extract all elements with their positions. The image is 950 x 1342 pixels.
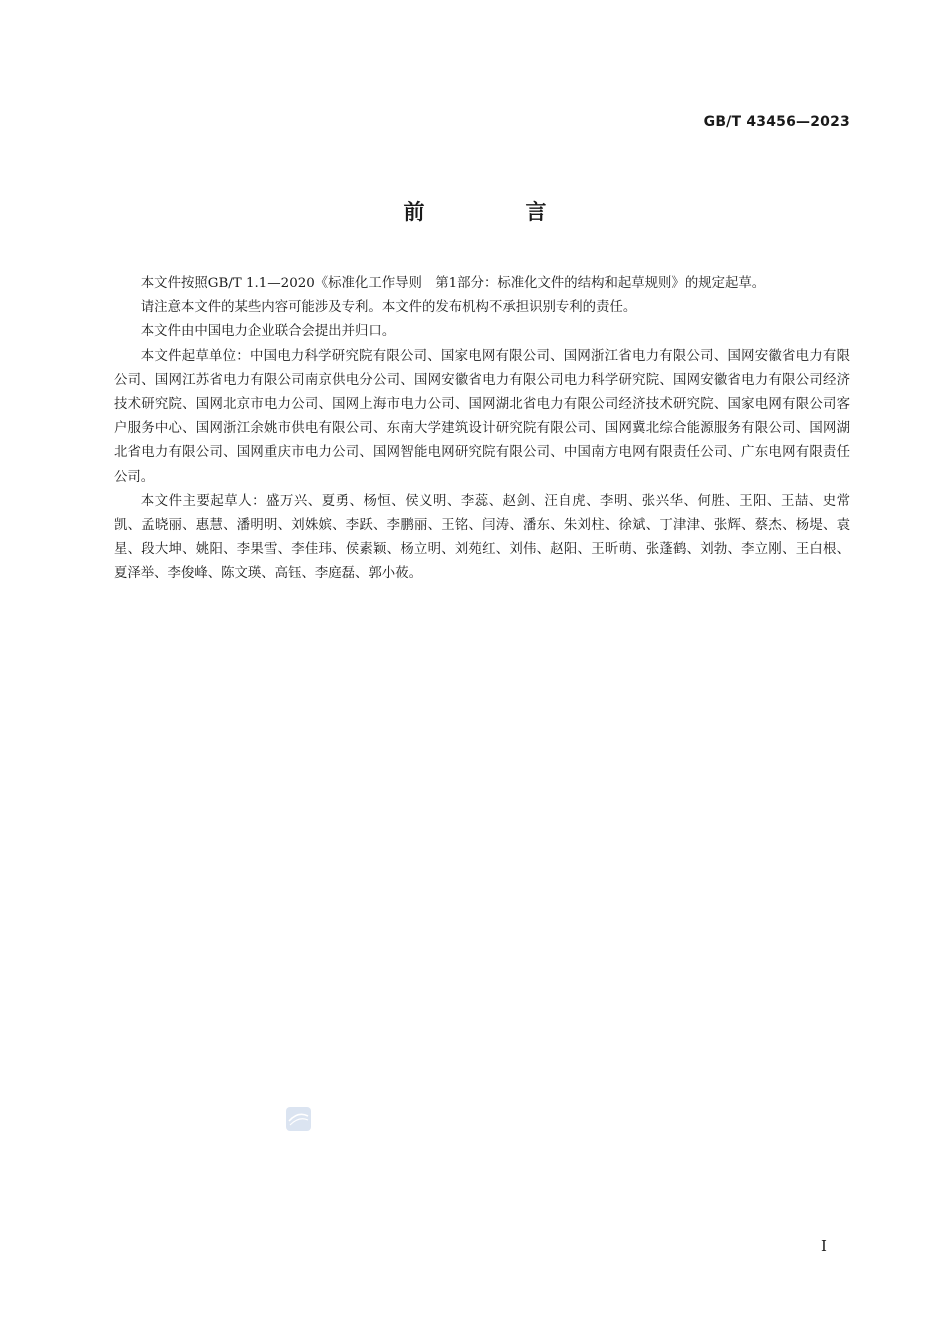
sac-watermark-logo <box>286 1107 311 1131</box>
page-title: 前 言 <box>403 200 587 224</box>
page-number: I <box>821 1237 827 1255</box>
paragraph-drafting-rules: 本文件按照GB/T 1.1—2020《标准化工作导则 第1部分：标准化文件的结构和起草规则》的规定起草。 <box>140 276 766 291</box>
paragraph-drafting-organizations: 本文件起草单位：中国电力科学研究院有限公司、国家电网有限公司、国网浙江省电力有限公司、国网安徽省电力有限公司、国网江苏省电力有限公司南京供电分公司、国网安徽省电力有限公司电力科学研究院、国网安徽省电力有限公司经济技术研究院、国网北京市电力公司、国网上海市电力公司、国网湖北省电力有限公司经济技术研究院、国家电网有限公司客户服务中心、国网浙江余姚市供电有限公司、东南大学建筑设计研究院有限公司、国网冀北综合能源服务有限公司、国网湖北省电力有限公司、国网重庆市电力公司、国网智能电网研究院有限公司、中国南方电网有限责任公司、广东电网有限责任公司。 <box>114 348 850 485</box>
paragraph-drafters: 本文件主要起草人：盛万兴、夏勇、杨恒、侯义明、李蕊、赵剑、汪自虎、李明、张兴华、何胜、王阳、王喆、史常凯、孟晓丽、惠慧、潘明明、刘姝嫔、李跃、李鹏丽、王铭、闫涛、潘东、朱刘柱、徐斌、丁津津、张辉、蔡杰、杨堤、袁星、段大坤、姚阳、李果雪、李佳玮、侯素颖、杨立明、刘苑红、刘伟、赵阳、王昕萌、张蓬鹤、刘勃、李立刚、王白根、夏泽举、李俊峰、陈文瑛、高钰、李庭磊、郭小莜。 <box>114 493 850 582</box>
standard-number: GB/T 43456—2023 <box>703 114 850 130</box>
preface-body <box>114 272 850 587</box>
paragraph-patent-notice: 请注意本文件的某些内容可能涉及专利。本文件的发布机构不承担识别专利的责任。 <box>140 300 637 316</box>
sac-logo-icon <box>286 1107 311 1131</box>
paragraph-proposer: 本文件由中国电力企业联合会提出并归口。 <box>140 324 396 340</box>
